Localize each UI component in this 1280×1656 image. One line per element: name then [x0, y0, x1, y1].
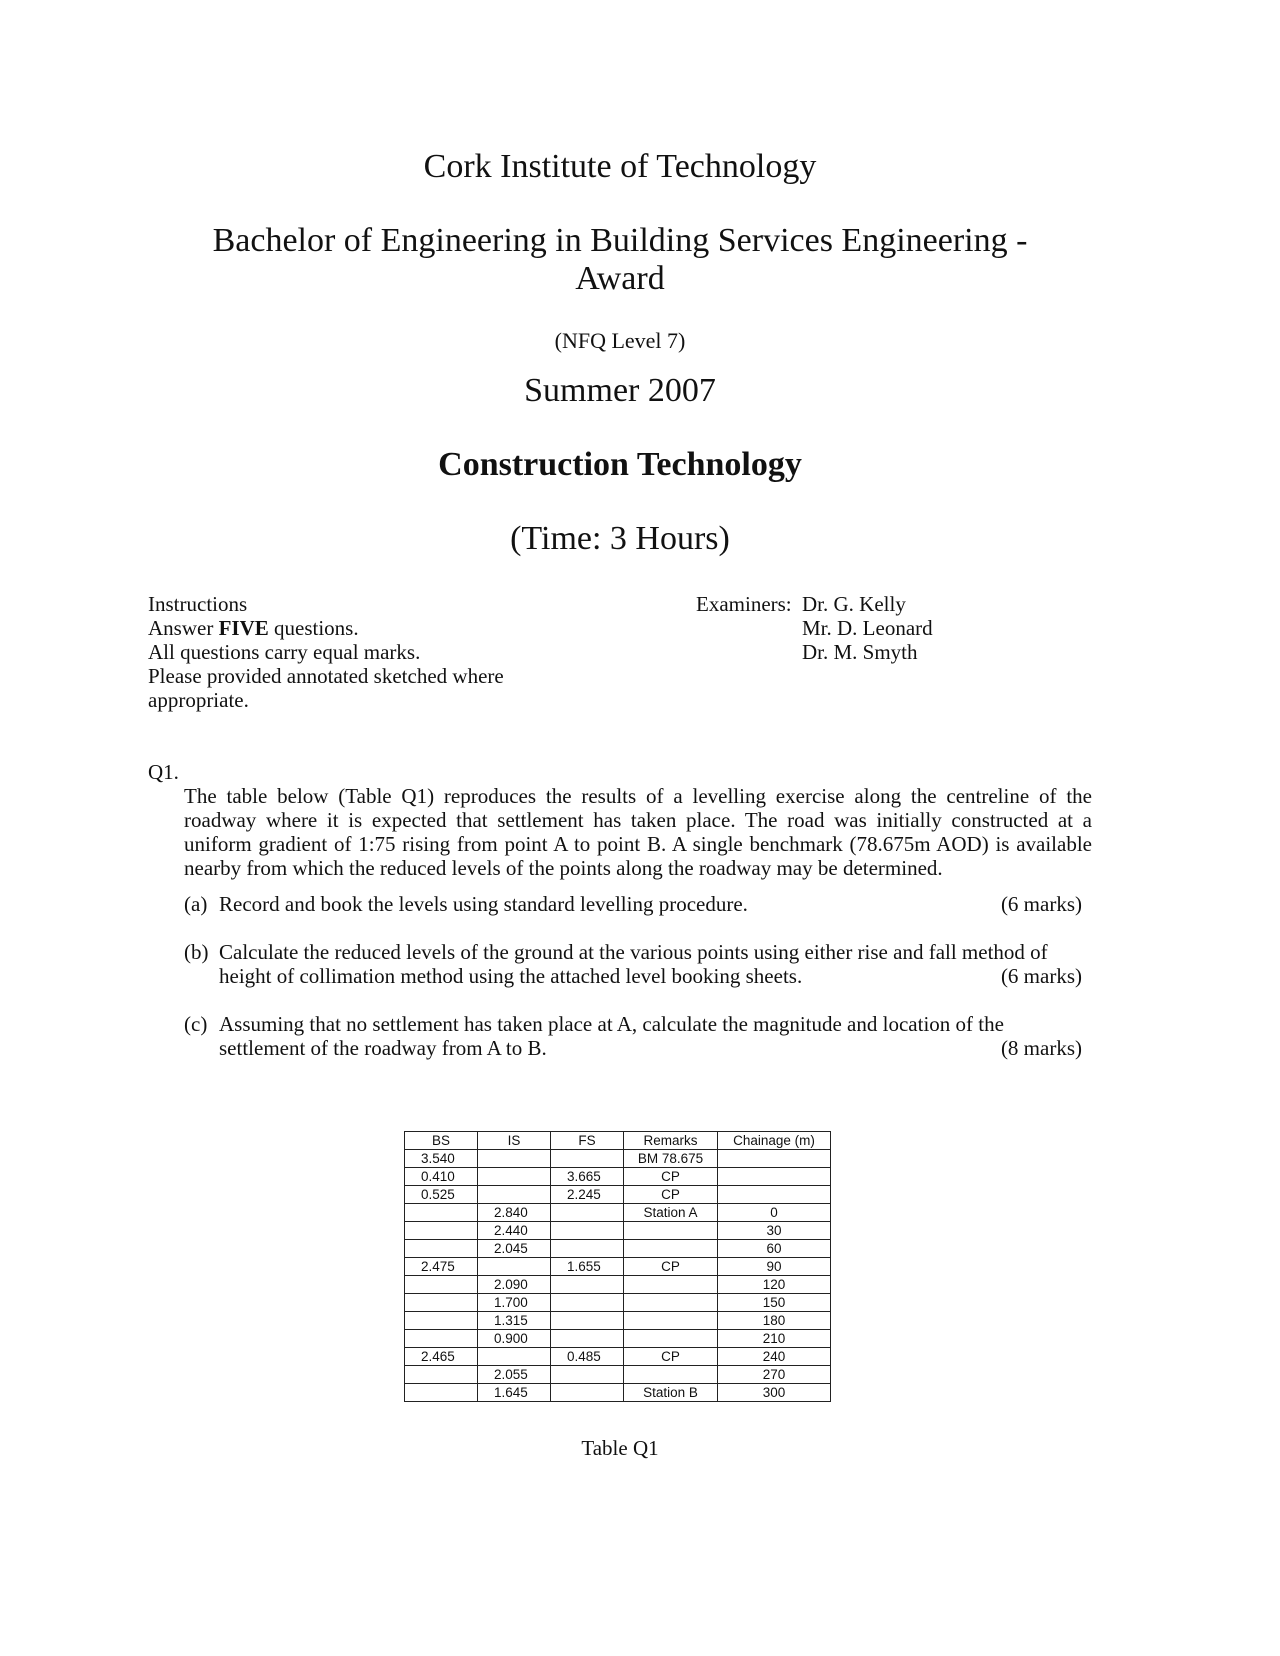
cell-is [478, 1348, 551, 1366]
cell-is [478, 1150, 551, 1168]
cell-is: 2.045 [478, 1240, 551, 1258]
cell-chainage: 270 [718, 1366, 831, 1384]
part-label: (a) [184, 892, 208, 916]
examiner-name: Dr. G. Kelly [802, 592, 906, 616]
cell-remarks [624, 1222, 718, 1240]
instructions-heading: Instructions [148, 592, 248, 616]
cell-fs [551, 1240, 624, 1258]
cell-remarks: Station A [624, 1204, 718, 1222]
programme-title-line1: Bachelor of Engineering in Building Services Engineering - [212, 222, 1028, 259]
instruction-equal-marks: All questions carry equal marks. [148, 640, 421, 664]
cell-bs [405, 1330, 478, 1348]
table-row [405, 1366, 831, 1384]
cell-is: 1.315 [478, 1312, 551, 1330]
nfq-level: (NFQ Level 7) [554, 328, 686, 353]
instruction-sketches-line1: Please provided annotated sketched where [148, 664, 504, 688]
table-row [405, 1330, 831, 1348]
cell-remarks [624, 1312, 718, 1330]
column-header-fs: FS [551, 1132, 624, 1150]
cell-fs: 0.485 [551, 1348, 624, 1366]
cell-remarks: CP [624, 1186, 718, 1204]
cell-bs [405, 1276, 478, 1294]
cell-chainage: 240 [718, 1348, 831, 1366]
part-label: (b) [184, 940, 209, 964]
column-header-bs: BS [405, 1132, 478, 1150]
cell-is: 1.645 [478, 1384, 551, 1402]
cell-is: 2.440 [478, 1222, 551, 1240]
question-number: Q1. [148, 760, 179, 784]
cell-is: 2.055 [478, 1366, 551, 1384]
cell-fs: 1.655 [551, 1258, 624, 1276]
cell-remarks: CP [624, 1258, 718, 1276]
table-header-row [405, 1132, 831, 1150]
cell-chainage [718, 1186, 831, 1204]
cell-fs [551, 1312, 624, 1330]
cell-is: 0.900 [478, 1330, 551, 1348]
question-part-b [184, 940, 1082, 988]
cell-bs: 0.525 [405, 1186, 478, 1204]
cell-bs [405, 1366, 478, 1384]
table-row [405, 1276, 831, 1294]
part-marks: (8 marks) [1000, 1036, 1082, 1060]
cell-chainage: 150 [718, 1294, 831, 1312]
exam-duration: (Time: 3 Hours) [510, 520, 730, 557]
table-row [405, 1348, 831, 1366]
column-header-chainage: Chainage (m) [718, 1132, 831, 1150]
cell-is [478, 1258, 551, 1276]
exam-session: Summer 2007 [524, 372, 716, 409]
cell-remarks: Station B [624, 1384, 718, 1402]
table-row [405, 1240, 831, 1258]
cell-bs [405, 1240, 478, 1258]
cell-chainage: 30 [718, 1222, 831, 1240]
cell-chainage: 210 [718, 1330, 831, 1348]
table-row [405, 1168, 831, 1186]
part-text: Record and book the levels using standard levelling procedure. [219, 892, 748, 916]
cell-fs [551, 1276, 624, 1294]
cell-remarks: BM 78.675 [624, 1150, 718, 1168]
part-marks: (6 marks) [1000, 892, 1082, 916]
cell-chainage: 0 [718, 1204, 831, 1222]
cell-remarks: CP [624, 1168, 718, 1186]
part-marks: (6 marks) [1000, 964, 1082, 988]
cell-bs: 0.410 [405, 1168, 478, 1186]
table-row [405, 1150, 831, 1168]
table-row [405, 1186, 831, 1204]
part-label: (c) [184, 1012, 208, 1036]
table-row [405, 1294, 831, 1312]
instruction-sketches-line2: appropriate. [148, 688, 249, 712]
cell-chainage: 90 [718, 1258, 831, 1276]
cell-chainage [718, 1150, 831, 1168]
answer-count: FIVE [218, 616, 269, 640]
cell-chainage: 120 [718, 1276, 831, 1294]
question-intro: The table below (Table Q1) reproduces the results of a levelling exercise along the centreline of the roadway where it is expected that settlement has taken place. The road was initially constructed at a uniform gradient of 1:75 rising from point A to point B. A single benchmark (78.675m AOD) is available nearby from which the reduced levels of the points along the roadway may be determined. [184, 784, 1092, 880]
cell-fs [551, 1330, 624, 1348]
subject-title: Construction Technology [438, 446, 802, 483]
cell-chainage: 300 [718, 1384, 831, 1402]
cell-bs [405, 1222, 478, 1240]
table-row [405, 1312, 831, 1330]
cell-fs [551, 1384, 624, 1402]
cell-bs [405, 1294, 478, 1312]
table-row [405, 1222, 831, 1240]
cell-is: 1.700 [478, 1294, 551, 1312]
column-header-is: IS [478, 1132, 551, 1150]
cell-remarks [624, 1276, 718, 1294]
cell-chainage: 180 [718, 1312, 831, 1330]
levelling-table [404, 1131, 831, 1402]
cell-fs [551, 1150, 624, 1168]
cell-fs [551, 1222, 624, 1240]
cell-bs [405, 1384, 478, 1402]
cell-is [478, 1168, 551, 1186]
cell-fs: 2.245 [551, 1186, 624, 1204]
cell-remarks [624, 1294, 718, 1312]
cell-bs: 3.540 [405, 1150, 478, 1168]
table-row [405, 1384, 831, 1402]
cell-remarks [624, 1330, 718, 1348]
table-caption: Table Q1 [581, 1436, 659, 1460]
part-text: Calculate the reduced levels of the ground at the various points using either rise and fall method of [219, 940, 1048, 964]
cell-bs: 2.475 [405, 1258, 478, 1276]
instructions-block [148, 592, 568, 712]
cell-bs [405, 1204, 478, 1222]
table-row [405, 1258, 831, 1276]
part-text: Assuming that no settlement has taken place at A, calculate the magnitude and location of the [219, 1012, 1004, 1036]
table-row [405, 1204, 831, 1222]
question-part-a [184, 892, 1082, 916]
part-text: height of collimation method using the attached level booking sheets. [219, 964, 803, 988]
column-header-remarks: Remarks [624, 1132, 718, 1150]
cell-chainage [718, 1168, 831, 1186]
question-part-c [184, 1012, 1082, 1060]
examiner-name: Mr. D. Leonard [802, 616, 933, 640]
cell-bs [405, 1312, 478, 1330]
institution-title: Cork Institute of Technology [423, 148, 817, 185]
cell-bs: 2.465 [405, 1348, 478, 1366]
examiner-name: Dr. M. Smyth [802, 640, 918, 664]
cell-fs: 3.665 [551, 1168, 624, 1186]
cell-fs [551, 1366, 624, 1384]
programme-title-line2: Award [575, 260, 665, 297]
examiners-label: Examiners: [696, 592, 792, 616]
cell-remarks [624, 1240, 718, 1258]
examiners-block [696, 592, 933, 664]
cell-fs [551, 1294, 624, 1312]
cell-fs [551, 1204, 624, 1222]
cell-chainage: 60 [718, 1240, 831, 1258]
cell-is: 2.090 [478, 1276, 551, 1294]
cell-is [478, 1186, 551, 1204]
cell-is: 2.840 [478, 1204, 551, 1222]
cell-remarks [624, 1366, 718, 1384]
instruction-answer: Answer FIVE questions. [148, 616, 359, 640]
part-text: settlement of the roadway from A to B. [219, 1036, 547, 1060]
cell-remarks: CP [624, 1348, 718, 1366]
